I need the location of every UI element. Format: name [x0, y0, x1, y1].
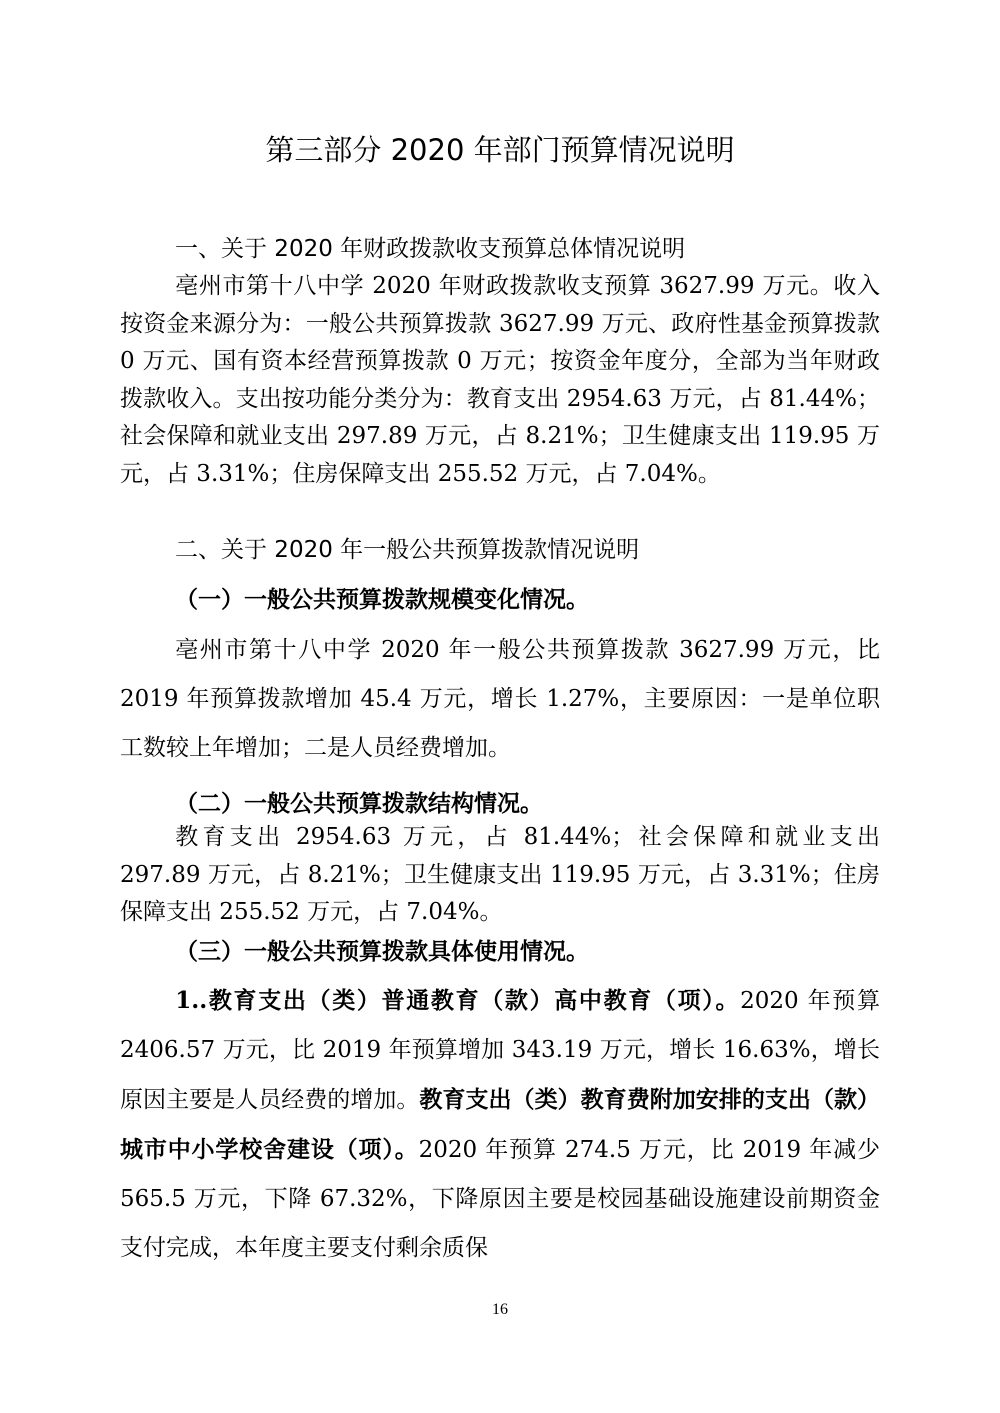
section1-body — [120, 268, 880, 493]
subsection1-paragraph: 亳州市第十八中学 2020 年一般公共预算拨款 3627.99 万元，比 2019 年预算拨款增加 45.4 万元，增长 1.27%，主要原因：一是单位职工数较上年增加；二是人员经费增加。 — [120, 637, 880, 761]
section1-paragraph: 亳州市第十八中学 2020 年财政拨款收支预算 3627.99 万元。收入按资金来源分为：一般公共预算拨款 3627.99 万元、政府性基金预算拨款 0 万元、国有资本经营预算拨款 0 万元；按资金年度分，全部为当年财政拨款收入。支出按功能分类分为：教育支出 2954.63 万元，占 81.44%；社会保障和就业支出 297.89 万元，占 8.21%；卫生健康支出 119.95 万元，占 3.31%；住房保障支出 255.52 万元，占 7.04%。 — [120, 273, 880, 487]
subsection3-body — [120, 976, 880, 1273]
section1-heading: 一、关于 2020 年财政拨款收支预算总体情况说明 — [175, 236, 686, 262]
subsection2-heading: （二）一般公共预算拨款结构情况。 — [175, 790, 543, 817]
page-title: 第三部分 2020 年部门预算情况说明 — [265, 133, 735, 167]
section2-heading: 二、关于 2020 年一般公共预算拨款情况说明 — [175, 537, 640, 563]
item2-body: 2020 年预算 274.5 万元，比 2019 年减少 565.5 万元，下降 67.32%，下降原因主要是校园基础设施建设前期资金支付完成，本年度主要支付剩余质保 — [120, 1137, 881, 1261]
page-number: 16 — [492, 1301, 508, 1318]
subsection1-heading: （一）一般公共预算拨款规模变化情况。 — [175, 586, 589, 613]
subsection3-paragraph — [120, 976, 880, 1273]
subsection2-paragraph: 教育支出 2954.63 万元，占 81.44%；社会保障和就业支出 297.89 万元，占 8.21%；卫生健康支出 119.95 万元，占 3.31%；住房保障支出 255.52 万元，占 7.04%。 — [120, 824, 880, 925]
item2-title: 教育支出（类）教育费附加安排的支出（款）城市中小学校舍建设（项）。 — [120, 1086, 880, 1163]
subsection3-heading: （三）一般公共预算拨款具体使用情况。 — [175, 938, 589, 965]
item1-title: 1..教育支出（类）普通教育（款）高中教育（项）。 — [175, 987, 741, 1014]
subsection2-body — [120, 819, 880, 932]
item1-body: 2020 年预算 2406.57 万元，比 2019 年预算增加 343.19 万元，增长 16.63%，增长原因主要是人员经费的增加。 — [120, 988, 880, 1113]
subsection1-body — [120, 626, 880, 773]
